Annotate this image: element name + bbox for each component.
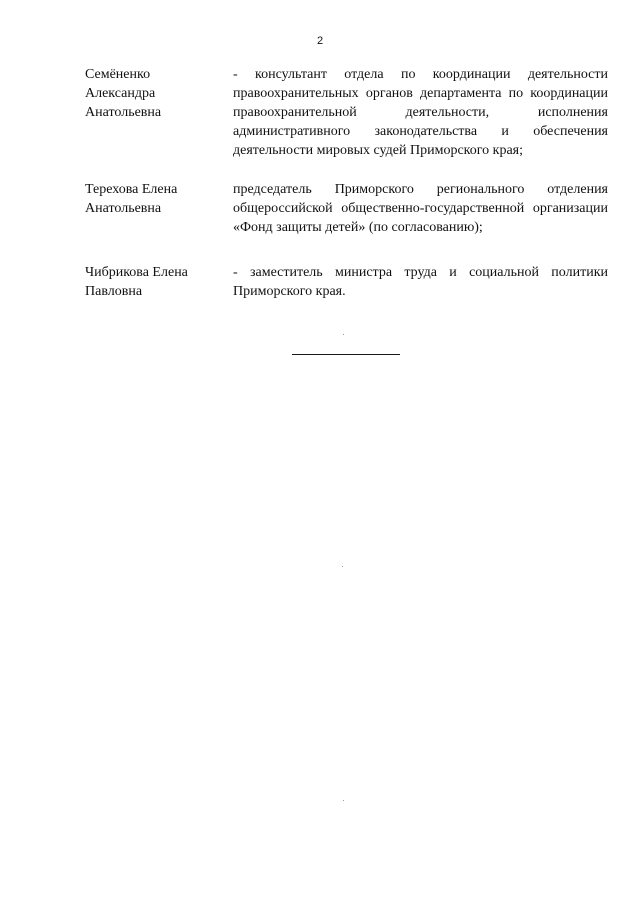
- member-position: - консультант отдела по координации деятельности правоохранительных органов департамента по координации правоохранительной деятельности, исполнения административного законодательства и обеспечения деятельности мировых судей Приморского края;: [233, 67, 608, 158]
- member-name-line: Терехова Елена: [85, 182, 178, 197]
- member-name-line: Павловна: [85, 284, 143, 299]
- member-position: председатель Приморского регионального отделения общероссийской общественно-государственной организации «Фонд защиты детей» (по согласованию);: [233, 182, 608, 235]
- scan-speck: [342, 566, 343, 567]
- member-name: [85, 263, 233, 301]
- member-name-line: Анатольевна: [85, 201, 162, 216]
- member-entry-terekhova: [85, 180, 608, 237]
- member-position: - заместитель министра труда и социальной политики Приморского края.: [233, 265, 608, 299]
- end-of-list-rule: [292, 354, 400, 355]
- scan-speck: [343, 800, 344, 801]
- member-entry-chibrikova: [85, 263, 608, 301]
- member-name-line: Анатольевна: [85, 105, 162, 120]
- member-name: [85, 65, 233, 160]
- member-name-line: Чибрикова Елена: [85, 265, 188, 280]
- member-entry-semenenko: [85, 65, 608, 160]
- member-name-line: Семёненко: [85, 67, 151, 82]
- member-name: [85, 180, 233, 237]
- page-number: 2: [316, 35, 324, 47]
- scan-speck: [343, 334, 344, 335]
- member-name-line: Александра: [85, 86, 156, 101]
